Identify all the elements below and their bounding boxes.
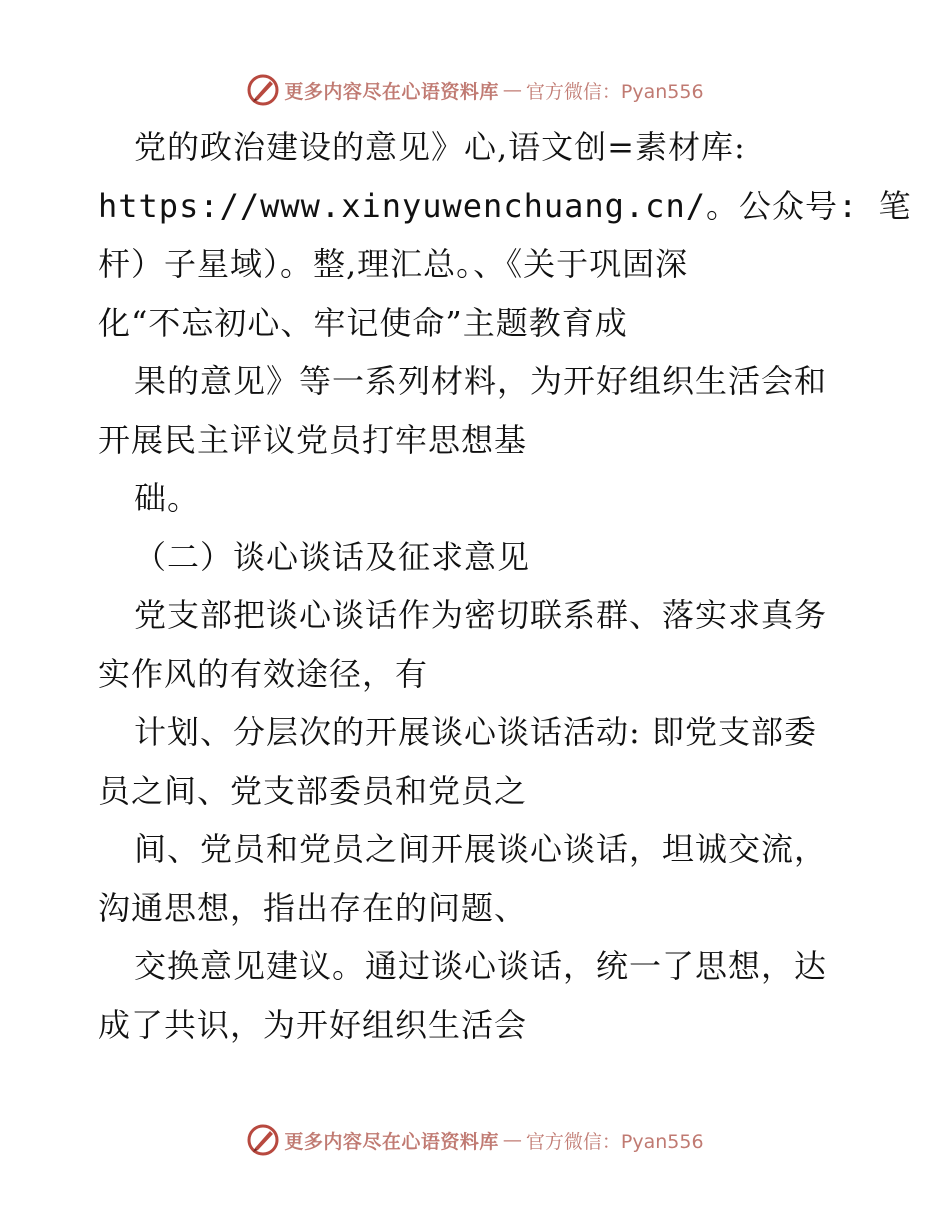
document-body <box>98 118 912 1054</box>
body-line: 党的政治建设的意见》心,语文创=素材库: <box>134 128 746 166</box>
body-line: 计划、分层次的开展谈心谈话活动: 即党支部委 <box>134 713 817 751</box>
body-line: 果的意见》等一系列材料，为开好组织生活会和 <box>134 362 828 400</box>
footer-banner <box>0 1120 950 1160</box>
banner-slogan: 更多内容尽在心语资料库 <box>284 80 499 103</box>
body-line: 党支部把谈心谈话作为密切联系群、落实求真务 <box>134 596 828 634</box>
banner-slogan: 更多内容尽在心语资料库 <box>284 1130 499 1153</box>
body-line: 间、党员和党员之间开展谈心谈话，坦诚交流， <box>134 830 828 868</box>
body-line: 实作风的有效途径，有 <box>98 654 429 693</box>
body-line: 化“不忘初心、牢记使命”主题教育成 <box>98 303 628 342</box>
section-heading: （二）谈心谈话及征求意见 <box>134 537 531 576</box>
body-line: 开展民主评议党员打牢思想基 <box>98 420 528 459</box>
body-line: 杆）子星域）。整,理汇总。、《关于巩固深 <box>98 245 689 283</box>
body-line: 员之间、党支部委员和党员之 <box>98 771 528 810</box>
body-line: 础。 <box>134 479 201 517</box>
banner-dash: — <box>502 1129 522 1151</box>
body-line: https://www.xinyuwenchuang.cn/。公众号: 笔 <box>98 186 912 225</box>
banner-wechat: 官方微信：Pyan556 <box>525 1130 704 1153</box>
banner-dash: — <box>502 79 522 101</box>
header-banner <box>0 70 950 110</box>
pen-logo-icon <box>246 1123 280 1157</box>
body-line: 交换意见建议。通过谈心谈话，统一了思想，达 <box>134 947 828 985</box>
pen-logo-icon <box>246 73 280 107</box>
body-line: 沟通思想，指出存在的问题、 <box>98 888 528 927</box>
body-line: 成了共识，为开好组织生活会 <box>98 1005 528 1044</box>
banner-wechat: 官方微信：Pyan556 <box>525 80 704 103</box>
